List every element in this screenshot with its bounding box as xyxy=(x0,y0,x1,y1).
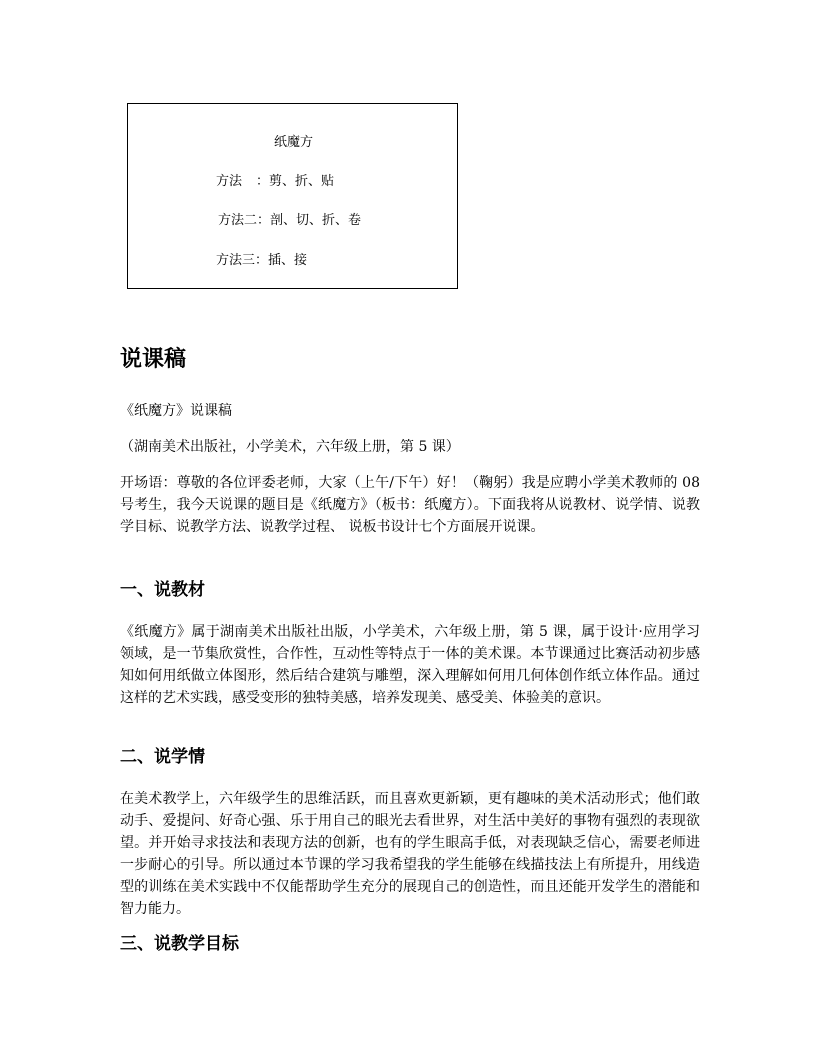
section-heading-teaching-goals: 三、说教学目标 xyxy=(120,934,239,954)
lesson-subtitle: 《纸魔方》说课稿 xyxy=(120,403,232,419)
opening-paragraph: 开场语：尊敬的各位评委老师，大家（上午/下午）好！（鞠躬）我是应聘小学美术教师的 08 号考生，我今天说课的题目是《纸魔方》（板书：纸魔方）。下面我将从说教材、说学情、说教学目标、说教学方法、说教学过程、 说板书设计七个方面展开说课。 xyxy=(120,475,700,535)
section-body-teaching-material: 《纸魔方》属于湖南美术出版社出版，小学美术，六年级上册，第 5 课，属于设计·应用学习领域，是一节集欣赏性，合作性，互动性等特点于一体的美术课。本节课通过比赛活动初步感知如何用纸做立体图形，然后结合建筑与雕塑，深入理解如何用几何体创作纸立体作品。通过这样的艺术实践，感受变形的独特美感，培养发现美、感受美、体验美的意识。 xyxy=(120,624,700,706)
board-method-1 xyxy=(216,170,334,189)
board-method-2: 方法二：剖、切、折、卷 xyxy=(218,213,362,228)
blackboard-design-box xyxy=(127,103,458,289)
board-method-1-content: ：剪、折、贴 xyxy=(256,174,335,189)
document-title: 说课稿 xyxy=(120,347,187,372)
section-heading-student-analysis: 二、说学情 xyxy=(120,747,205,767)
board-method-3: 方法三：插、接 xyxy=(216,253,308,268)
publisher-info: （湖南美术出版社，小学美术，六年级上册，第 5 课） xyxy=(120,439,460,455)
board-title: 纸魔方 xyxy=(274,135,314,150)
section-body-student-analysis: 在美术教学上，六年级学生的思维活跃，而且喜欢更新颖，更有趣味的美术活动形式；他们敢动手、爱提问、好奇心强、乐于用自己的眼光去看世界，对生活中美好的事物有强烈的表现欲望。并开始寻求技法和表现方法的创新，也有的学生眼高手低，对表现缺乏信心，需要老师进一步耐心的引导。所以通过本节课的学习我希望我的学生能够在线描技法上有所提升，用线造型的训练在美术实践中不仅能帮助学生充分的展现自己的创造性，而且还能开发学生的潜能和智力能力。 xyxy=(120,791,700,917)
section-heading-teaching-material: 一、说教材 xyxy=(120,580,205,600)
board-method-1-label: 方法 xyxy=(216,174,243,189)
